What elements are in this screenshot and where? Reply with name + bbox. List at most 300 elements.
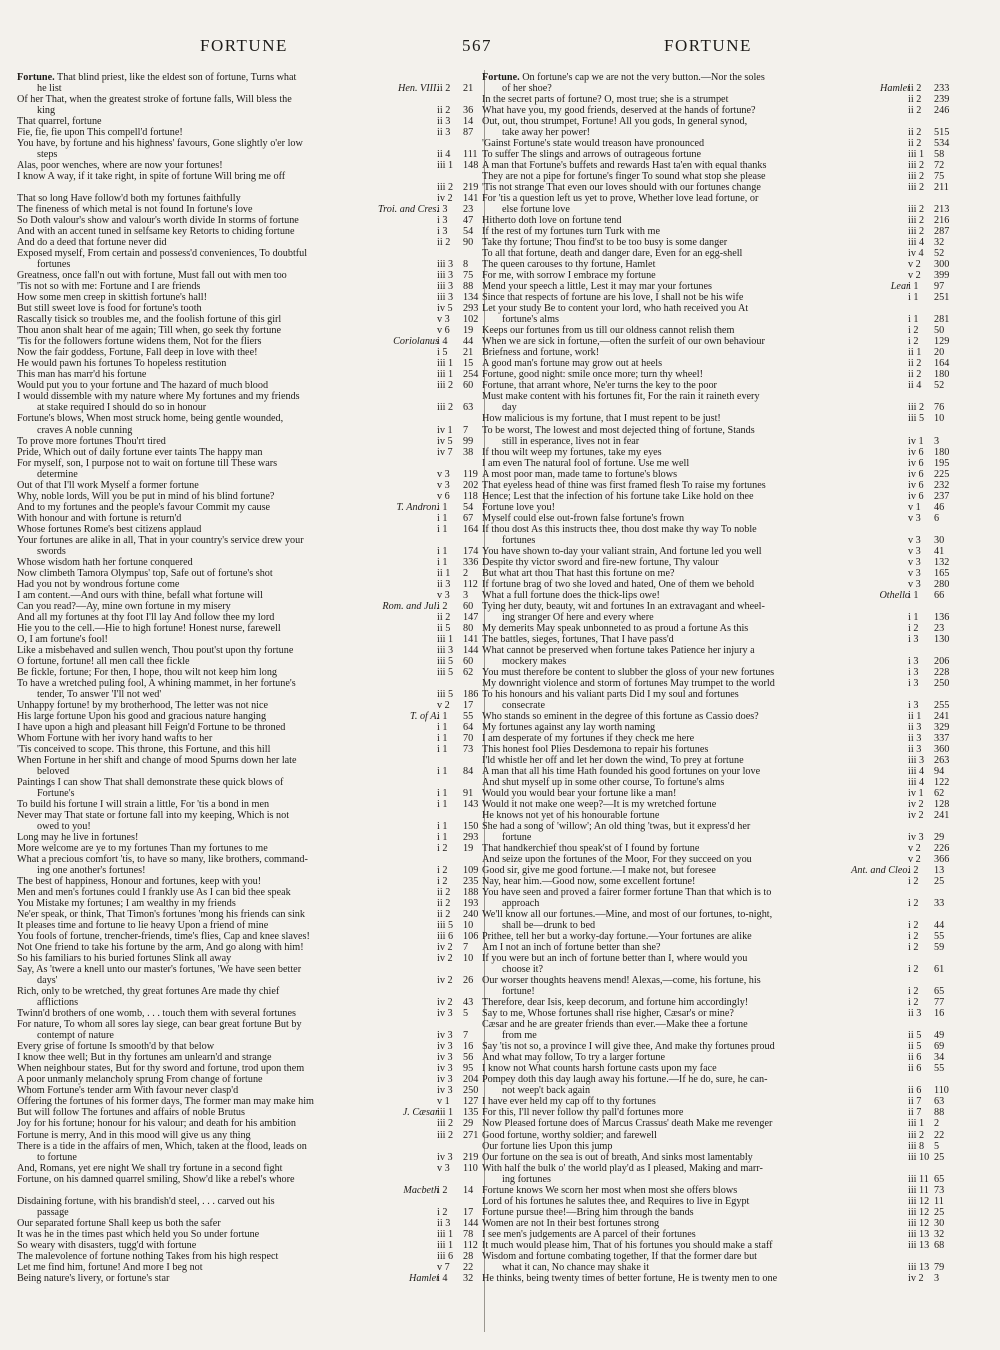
entry-line bbox=[482, 645, 960, 656]
entry-line bbox=[482, 623, 960, 634]
quotation-text: to fortune bbox=[37, 1151, 77, 1163]
entry-line bbox=[482, 171, 960, 182]
act-scene: iii 3 bbox=[437, 270, 454, 282]
line-number: 255 bbox=[934, 699, 950, 711]
quotation-text: Mend your speech a little, Lest it may mar your fortunes bbox=[482, 281, 713, 293]
entry-line bbox=[482, 458, 960, 469]
quotation-text: Who stands so eminent in the degree of this fortune as Cassio does? bbox=[482, 710, 759, 722]
quotation-text: And all my fortunes at thy foot I'll lay And follow thee my lord bbox=[17, 611, 275, 623]
act-scene: ii 2 bbox=[437, 105, 451, 117]
line-number: 84 bbox=[463, 765, 474, 777]
entry-line bbox=[482, 1251, 960, 1262]
line-number: 329 bbox=[934, 721, 950, 733]
quotation-text: Fortune, that arrant whore, Ne'er turns the key to the poor bbox=[482, 380, 717, 392]
entry-line bbox=[482, 1019, 960, 1030]
quotation-text: Good fortune, worthy soldier; and farewell bbox=[482, 1129, 657, 1141]
entry-line bbox=[482, 215, 960, 226]
entry-line bbox=[482, 557, 960, 568]
act-scene: iii 2 bbox=[908, 160, 925, 172]
quotation-text: A good man's fortune may grow out at heels bbox=[482, 358, 663, 370]
act-scene: iv 3 bbox=[437, 1008, 453, 1020]
quotation-text: passage bbox=[37, 1206, 69, 1218]
line-number: 174 bbox=[463, 545, 479, 557]
line-number: 28 bbox=[463, 1250, 474, 1262]
entry-line bbox=[17, 160, 489, 171]
quotation-text: ing stranger Of here and every where bbox=[502, 611, 654, 623]
line-number: 237 bbox=[934, 490, 950, 502]
entry-line bbox=[17, 127, 489, 138]
quotation-text: To have a wretched puling fool, A whining mammet, in her fortune's bbox=[17, 677, 296, 689]
quotation-text: That handkerchief thou speak'st of I found by fortune bbox=[482, 843, 700, 855]
entry-line bbox=[482, 799, 960, 810]
act-scene: v 1 bbox=[437, 1096, 450, 1108]
line-number: 25 bbox=[934, 1151, 945, 1163]
line-number: 240 bbox=[463, 909, 479, 921]
quotation-text: craves A noble cunning bbox=[37, 424, 133, 436]
quotation-text: To his honours and his valiant parts Did I my soul and fortunes bbox=[482, 688, 739, 700]
quotation-text: Our separated fortune Shall keep us both the safer bbox=[17, 1217, 221, 1229]
quotation-text: To suffer The slings and arrows of outrageous fortune bbox=[482, 149, 702, 161]
entry-line bbox=[17, 1130, 489, 1141]
act-scene: v 3 bbox=[437, 1162, 450, 1174]
page-number: 567 bbox=[462, 36, 492, 55]
entry-line bbox=[482, 182, 960, 193]
quotation-text: Offering the fortunes of his former days, The former man may make him bbox=[17, 1096, 314, 1108]
line-number: 80 bbox=[463, 622, 474, 634]
act-scene: i 1 bbox=[908, 589, 919, 601]
play-title: Lear bbox=[890, 281, 910, 293]
line-number: 3 bbox=[934, 1272, 940, 1284]
quotation-text: You have shown to-day your valiant strain, And fortune led you well bbox=[482, 545, 762, 557]
entry-line bbox=[17, 733, 489, 744]
quotation-text: Since that respects of fortune are his love, I shall not be his wife bbox=[482, 292, 744, 304]
entry-line bbox=[482, 953, 960, 964]
entry-line bbox=[482, 612, 960, 623]
quotation-text: If thou wilt weep my fortunes, take my eyes bbox=[482, 446, 662, 458]
act-scene: iv 6 bbox=[908, 446, 924, 458]
entry-line bbox=[17, 678, 489, 689]
quotation-text: Am I not an inch of fortune better than she? bbox=[482, 942, 661, 954]
entry-line bbox=[482, 1152, 960, 1163]
entry-line bbox=[482, 898, 960, 909]
act-scene: iv 2 bbox=[908, 1272, 924, 1284]
line-number: 2 bbox=[463, 567, 469, 579]
entry-line bbox=[17, 1218, 489, 1229]
entry-line bbox=[17, 777, 489, 788]
entry-line bbox=[17, 1251, 489, 1262]
entry-line bbox=[482, 733, 960, 744]
act-scene: i 2 bbox=[908, 920, 919, 932]
act-scene: ii 2 bbox=[437, 898, 451, 910]
quotation-text: You Mistake my fortunes; I am wealthy in my friends bbox=[17, 898, 236, 910]
act-scene: iii 3 bbox=[437, 292, 454, 304]
quotation-text: So weary with disasters, tugg'd with fortune bbox=[17, 1239, 197, 1251]
line-number: 144 bbox=[463, 1217, 479, 1229]
quotation-text: Would you would bear your fortune like a man! bbox=[482, 788, 677, 800]
entry-line bbox=[482, 204, 960, 215]
act-scene: i 4 bbox=[437, 336, 448, 348]
line-number: 46 bbox=[934, 501, 945, 513]
entry-line bbox=[482, 325, 960, 336]
entry-line bbox=[482, 292, 960, 303]
entry-line bbox=[17, 491, 489, 502]
entry-line bbox=[17, 94, 489, 105]
entry-line bbox=[17, 524, 489, 535]
act-scene: i 2 bbox=[908, 964, 919, 976]
act-scene: iv 3 bbox=[437, 1063, 453, 1075]
line-number: 129 bbox=[934, 336, 950, 348]
entry-line bbox=[482, 480, 960, 491]
line-number: 263 bbox=[934, 754, 950, 766]
quotation-text: Let your study Be to content your lord, who hath received you At bbox=[482, 303, 749, 315]
line-number: 143 bbox=[463, 799, 479, 811]
quotation-text: consecrate bbox=[502, 699, 545, 711]
entry-line bbox=[482, 447, 960, 458]
quotation-text: A man that Fortune's buffets and rewards Hast ta'en with equal thanks bbox=[482, 160, 767, 172]
line-number: 180 bbox=[934, 446, 950, 458]
act-scene: iv 3 bbox=[437, 1085, 453, 1097]
quotation-text: Prithee, tell her but a worky-day fortune.—Your fortunes are alike bbox=[482, 931, 752, 943]
entry-line bbox=[17, 722, 489, 733]
line-number: 112 bbox=[463, 578, 478, 590]
act-scene: ii 1 bbox=[437, 567, 451, 579]
quotation-text: I know A way, if it take right, in spite of fortune Will bring me off bbox=[17, 171, 286, 183]
quotation-text: Fortune, good night: smile once more; turn thy wheel! bbox=[482, 369, 703, 381]
act-scene: iv 1 bbox=[908, 788, 924, 800]
play-title: Troi. and Cres. bbox=[378, 204, 439, 216]
entry-line bbox=[17, 469, 489, 480]
line-number: 21 bbox=[463, 83, 474, 95]
entry-line bbox=[17, 788, 489, 799]
act-scene: iii 5 bbox=[437, 655, 454, 667]
entry-line bbox=[17, 513, 489, 524]
quotation-text: My fortunes against any lay worth naming bbox=[482, 721, 656, 733]
act-scene: v 2 bbox=[908, 854, 921, 866]
entry-line bbox=[17, 568, 489, 579]
quotation-text: Can you read?—Ay, mine own fortune in my misery bbox=[17, 600, 231, 612]
quotation-text: Rich, only to be wretched, thy great fortunes Are made thy chief bbox=[17, 986, 280, 998]
entry-line bbox=[482, 1163, 960, 1174]
quotation-text: It pleases time and fortune to lie heavy Upon a friend of mine bbox=[17, 920, 269, 932]
act-scene: i 3 bbox=[437, 215, 448, 227]
act-scene: iv 2 bbox=[437, 997, 453, 1009]
act-scene: ii 2 bbox=[908, 105, 922, 117]
entry-line bbox=[17, 920, 489, 931]
entry-line bbox=[482, 281, 960, 292]
line-number: 94 bbox=[934, 765, 945, 777]
quotation-text: You fools of fortune, trencher-friends, time's flies, Cap and knee slaves! bbox=[17, 931, 310, 943]
quotation-text: His large fortune Upon his good and gracious nature hanging bbox=[17, 710, 267, 722]
quotation-text: Fortune pursue thee!—Bring him through the bands bbox=[482, 1206, 694, 1218]
quotation-text: We'll know all our fortunes.—Mine, and most of our fortunes, to-night, bbox=[482, 909, 773, 921]
entry-line bbox=[482, 909, 960, 920]
act-scene: i 3 bbox=[437, 204, 448, 216]
line-number: 88 bbox=[934, 1107, 945, 1119]
headword: Fortune. bbox=[17, 72, 55, 83]
entry-line bbox=[17, 447, 489, 458]
entry-line bbox=[482, 391, 960, 402]
line-number: 60 bbox=[463, 655, 474, 667]
entry-line bbox=[482, 1096, 960, 1107]
line-number: 41 bbox=[934, 545, 945, 557]
act-scene: ii 2 bbox=[908, 83, 922, 95]
quotation-text: I see men's judgements are A parcel of their fortunes bbox=[482, 1228, 696, 1240]
entry-line bbox=[482, 358, 960, 369]
quotation-text: How malicious is my fortune, that I must repent to be just! bbox=[482, 413, 721, 425]
quotation-text: Whose wisdom hath her fortune conquered bbox=[17, 556, 193, 568]
headword: Fortune. bbox=[482, 72, 520, 83]
entry-line bbox=[17, 799, 489, 810]
line-number: 6 bbox=[934, 512, 940, 524]
line-number: 15 bbox=[463, 358, 474, 370]
entry-line bbox=[17, 1019, 489, 1030]
entry-line bbox=[17, 843, 489, 854]
act-scene: iv 6 bbox=[908, 479, 924, 491]
entry-line bbox=[17, 1141, 489, 1152]
entry-line bbox=[482, 469, 960, 480]
quotation-text: That quarrel, fortune bbox=[17, 116, 102, 128]
entry-line bbox=[17, 832, 489, 843]
quotation-text: I have upon a high and pleasant hill Feign'd Fortune to be throned bbox=[17, 721, 286, 733]
act-scene: iii 3 bbox=[437, 281, 454, 293]
entry-line bbox=[17, 634, 489, 645]
entry-line bbox=[17, 138, 489, 149]
quotation-text: Hitherto doth love on fortune tend bbox=[482, 215, 622, 227]
entry-line bbox=[482, 149, 960, 160]
quotation-text: contempt of nature bbox=[37, 1030, 114, 1042]
entry-line bbox=[17, 336, 489, 347]
quotation-text: Hie you to the cell.—Hie to high fortune! Honest nurse, farewell bbox=[17, 622, 281, 634]
quotation-text: For myself, son, I purpose not to wait on fortune till These wars bbox=[17, 457, 278, 469]
play-title: Rom. and Jul. bbox=[382, 600, 439, 612]
entry-line bbox=[17, 535, 489, 546]
act-scene: iv 2 bbox=[437, 953, 453, 965]
quotation-text: what it can, No chance may shake it bbox=[502, 1261, 650, 1273]
line-number: 150 bbox=[463, 821, 479, 833]
act-scene: i 2 bbox=[908, 986, 919, 998]
act-scene: v 7 bbox=[437, 1261, 450, 1273]
act-scene: i 2 bbox=[908, 336, 919, 348]
act-scene: iii 10 bbox=[908, 1151, 930, 1163]
act-scene: i 1 bbox=[437, 821, 448, 833]
act-scene: iii 3 bbox=[437, 259, 454, 271]
act-scene: iv 6 bbox=[908, 468, 924, 480]
line-number: 76 bbox=[934, 402, 945, 414]
line-number: 47 bbox=[463, 215, 474, 227]
line-number: 204 bbox=[463, 1074, 479, 1086]
entry-line bbox=[17, 149, 489, 160]
entry-line bbox=[17, 557, 489, 568]
line-number: 75 bbox=[934, 171, 945, 183]
line-number: 21 bbox=[463, 347, 474, 359]
act-scene: iii 2 bbox=[908, 182, 925, 194]
entry-line bbox=[17, 402, 489, 413]
line-number: 106 bbox=[463, 931, 479, 943]
quotation-text: What a precious comfort 'tis, to have so many, like brothers, command- bbox=[17, 854, 308, 866]
quotation-text: My downright violence and storm of fortunes May trumpet to the world bbox=[482, 677, 775, 689]
line-number: 228 bbox=[934, 666, 950, 678]
quotation-text: Nay, hear him.—Good now, some excellent fortune! bbox=[482, 876, 696, 888]
entry-line bbox=[482, 744, 960, 755]
quotation-text: 'Gainst Fortune's state would treason have pronounced bbox=[482, 138, 705, 150]
line-number: 16 bbox=[934, 1008, 945, 1020]
quotation-text: And what may follow, To try a larger fortune bbox=[482, 1052, 665, 1064]
quotation-text: of her shoe? bbox=[502, 83, 552, 95]
entry-line bbox=[17, 226, 489, 237]
quotation-text: owed to you! bbox=[37, 821, 91, 833]
quotation-text: Why, noble lords, Will you be put in mind of his blind fortune? bbox=[17, 490, 275, 502]
entry-line bbox=[17, 215, 489, 226]
act-scene: ii 2 bbox=[437, 611, 451, 623]
quotation-text: take away her power! bbox=[502, 127, 590, 139]
line-number: 250 bbox=[463, 1085, 479, 1097]
act-scene: i 1 bbox=[437, 765, 448, 777]
act-scene: i 5 bbox=[437, 347, 448, 359]
entry-line bbox=[17, 1240, 489, 1251]
line-number: 64 bbox=[463, 721, 474, 733]
act-scene: ii 3 bbox=[437, 578, 451, 590]
act-scene: ii 6 bbox=[908, 1063, 922, 1075]
line-number: 62 bbox=[934, 788, 945, 800]
act-scene: i 1 bbox=[437, 523, 448, 535]
entry-line bbox=[17, 997, 489, 1008]
act-scene: i 2 bbox=[908, 942, 919, 954]
act-scene: iii 11 bbox=[908, 1184, 929, 1196]
line-number: 54 bbox=[463, 501, 474, 513]
entry-line bbox=[17, 986, 489, 997]
entry-line bbox=[17, 259, 489, 270]
quotation-text: Briefness and fortune, work! bbox=[482, 347, 600, 359]
entry-line bbox=[482, 865, 960, 876]
entry-line bbox=[17, 1262, 489, 1273]
entry-line bbox=[17, 755, 489, 766]
quotation-text: A man that all his time Hath founded his good fortunes on your love bbox=[482, 765, 761, 777]
quotation-text: Fortune's blows, When most struck home, being gentle wounded, bbox=[17, 413, 284, 425]
quotation-text: To prove more fortunes Thou'rt tired bbox=[17, 435, 166, 447]
act-scene: ii 7 bbox=[908, 1107, 922, 1119]
act-scene: iv 3 bbox=[908, 832, 924, 844]
line-number: 55 bbox=[463, 710, 474, 722]
entry-line bbox=[482, 259, 960, 270]
quotation-text: mockery makes bbox=[502, 655, 567, 667]
line-number: 293 bbox=[463, 832, 479, 844]
entry-line bbox=[17, 413, 489, 424]
act-scene: ii 2 bbox=[908, 138, 922, 150]
entry-line bbox=[17, 1096, 489, 1107]
act-scene: iii 2 bbox=[437, 380, 454, 392]
entry-line bbox=[482, 579, 960, 590]
act-scene: v 6 bbox=[437, 325, 450, 337]
quotation-text: shall be—drunk to bed bbox=[502, 920, 596, 932]
line-number: 128 bbox=[934, 799, 950, 811]
line-number: 78 bbox=[463, 1228, 474, 1240]
act-scene: i 2 bbox=[908, 325, 919, 337]
act-scene: iv 5 bbox=[437, 435, 453, 447]
act-scene: i 1 bbox=[437, 732, 448, 744]
entry-line bbox=[482, 964, 960, 975]
entry-line bbox=[17, 380, 489, 391]
line-number: 68 bbox=[934, 1239, 945, 1251]
quotation-text: The battles, sieges, fortunes, That I have pass'd bbox=[482, 633, 674, 645]
line-number: 8 bbox=[463, 259, 469, 271]
quotation-text: To be worst, The lowest and most dejected thing of fortune, Stands bbox=[482, 424, 755, 436]
act-scene: iii 8 bbox=[908, 1140, 925, 1152]
quotation-text: When neighbour states, But for thy sword and fortune, trod upon them bbox=[17, 1063, 305, 1075]
quotation-text: She had a song of 'willow'; An old thing 'twas, but it express'd her bbox=[482, 821, 751, 833]
act-scene: v 3 bbox=[908, 578, 921, 590]
quotation-text: fortunes bbox=[502, 534, 536, 546]
quotation-text: Fortune. On fortune's cap we are not the very button.—Nor the soles bbox=[482, 72, 765, 83]
line-number: 102 bbox=[463, 314, 479, 326]
quotation-text: There is a tide in the affairs of men, Which, taken at the flood, leads on bbox=[17, 1140, 307, 1152]
quotation-text: Wisdom and fortune combating together, If that the former dare but bbox=[482, 1250, 758, 1262]
line-number: 110 bbox=[463, 1162, 478, 1174]
line-number: 280 bbox=[934, 578, 950, 590]
entry-line bbox=[482, 546, 960, 557]
play-title: T. of A. bbox=[409, 710, 439, 722]
play-title: T. Andron. bbox=[396, 501, 439, 513]
act-scene: ii 3 bbox=[908, 743, 922, 755]
line-number: 250 bbox=[934, 677, 950, 689]
quotation-text: The fineness of which metal is not found In fortune's love bbox=[17, 204, 253, 216]
line-number: 11 bbox=[934, 1195, 944, 1207]
quotation-text: To all that fortune, death and danger dare, Even for an egg-shell bbox=[482, 248, 743, 260]
line-number: 32 bbox=[934, 1228, 945, 1240]
quotation-text: Lord of his fortunes he salutes thee, and Requires to live in Egypt bbox=[482, 1195, 750, 1207]
entry-line bbox=[482, 590, 960, 601]
line-number: 271 bbox=[463, 1129, 479, 1141]
act-scene: iii 12 bbox=[908, 1217, 930, 1229]
line-number: 23 bbox=[934, 622, 945, 634]
entry-line bbox=[17, 369, 489, 380]
act-scene: iv 3 bbox=[437, 1030, 453, 1042]
entry-line bbox=[17, 171, 489, 182]
line-number: 235 bbox=[463, 876, 479, 888]
quotation-text: 'Tis not strange That even our loves should with our fortunes change bbox=[482, 182, 761, 194]
line-number: 17 bbox=[463, 1206, 474, 1218]
entry-line bbox=[17, 887, 489, 898]
line-number: 73 bbox=[934, 1184, 945, 1196]
quotation-text: king bbox=[37, 105, 56, 117]
quotation-text: The queen carouses to thy fortune, Hamlet bbox=[482, 259, 656, 271]
line-number: 30 bbox=[934, 1217, 945, 1229]
line-number: 10 bbox=[463, 920, 474, 932]
line-number: 216 bbox=[934, 215, 950, 227]
quotation-text: Every grise of fortune Is smooth'd by that below bbox=[17, 1041, 215, 1053]
entry-line bbox=[482, 810, 960, 821]
line-number: 336 bbox=[463, 556, 479, 568]
entry-line bbox=[482, 1052, 960, 1063]
line-number: 14 bbox=[463, 1184, 474, 1196]
line-number: 119 bbox=[463, 468, 478, 480]
entry-line bbox=[482, 689, 960, 700]
act-scene: i 2 bbox=[908, 622, 919, 634]
entry-line bbox=[17, 1008, 489, 1019]
line-number: 52 bbox=[934, 248, 945, 260]
line-number: 281 bbox=[934, 314, 950, 326]
quotation-text: Now the fair goddess, Fortune, Fall deep in love with thee! bbox=[17, 347, 258, 359]
line-number: 65 bbox=[934, 1173, 945, 1185]
play-title: J. Cæsar bbox=[402, 1107, 439, 1119]
entry-line bbox=[17, 821, 489, 832]
line-number: 206 bbox=[934, 655, 950, 667]
entry-line bbox=[17, 270, 489, 281]
act-scene: iii 2 bbox=[908, 171, 925, 183]
line-number: 58 bbox=[934, 149, 945, 161]
line-number: 25 bbox=[934, 876, 945, 888]
line-number: 95 bbox=[463, 1063, 474, 1075]
quotation-text: Now climbeth Tamora Olympus' top, Safe out of fortune's shot bbox=[17, 567, 273, 579]
